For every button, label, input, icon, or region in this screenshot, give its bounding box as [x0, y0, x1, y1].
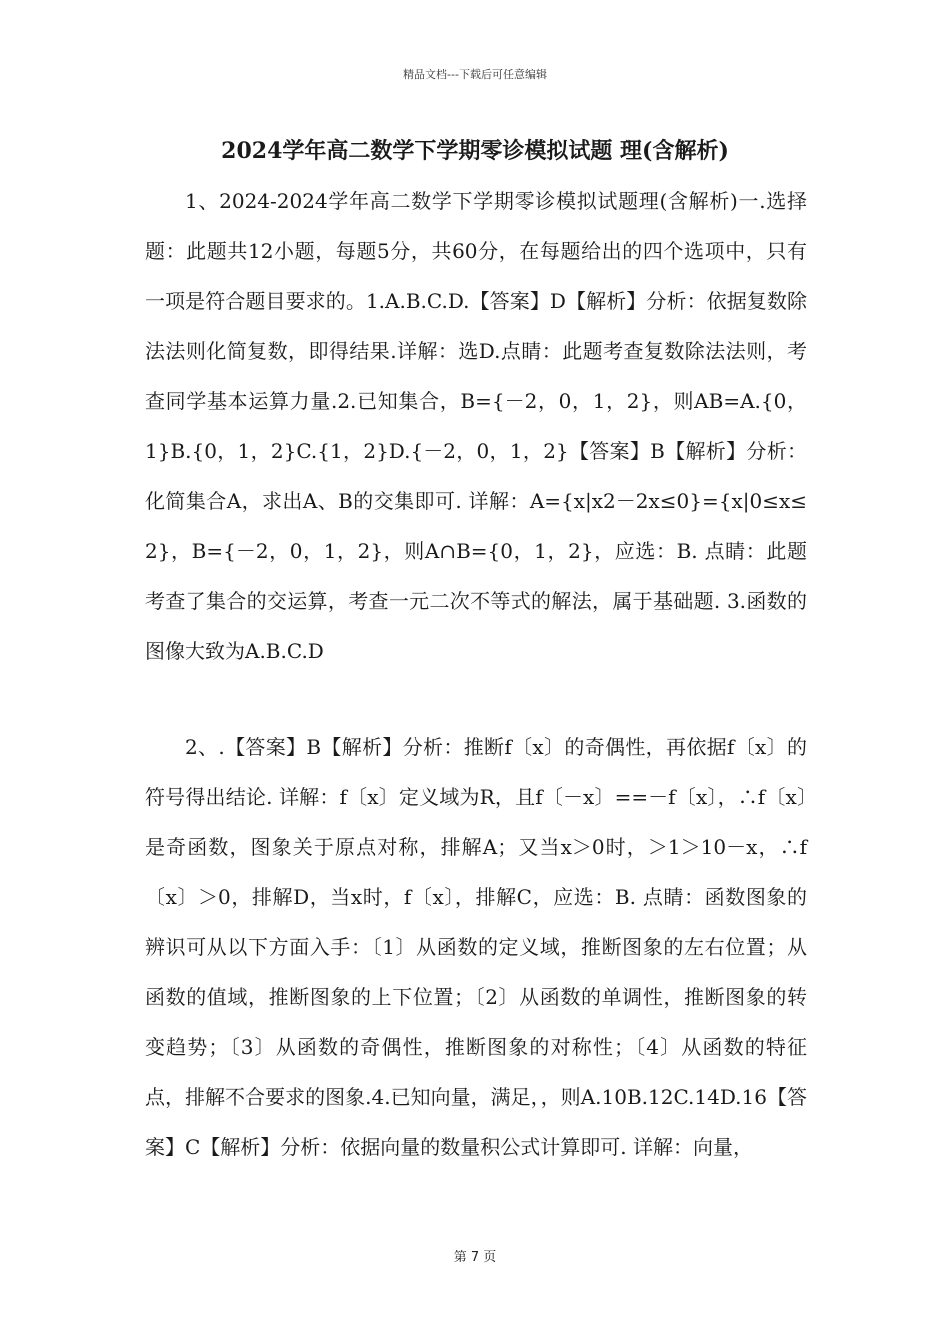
page-header: 精品文档---下载后可任意编辑 — [403, 68, 547, 81]
paragraph-1: 1、2024-2024学年高二数学下学期零诊模拟试题理(含解析)一.选择题：此题共12小题，每题5分，共60分，在每题给出的四个选项中，只有一项是符合题目要求的。1.A.B.C.D.【答案】D【解析】分析：依据复数除法法则化简复数，即得结果.详解：选D.点睛：此题考查复数除法法则，考查同学基本运算力量.2.已知集合，B={－2，0，1，2}，则AB=A.{0，1}B.{0，1，2}C.{1，2}D.{－2，0，1，2}【答案】B【解析】分析：化简集合A，求出A、B的交集即可. 详解：A={x|x2－2x≤0}={x|0≤x≤2}，B={－2，0，1，2}，则A∩B={0，1，2}，应选：B. 点睛：此题考查了集合的交运算，考查一元二次不等式的解法，属于基础题. 3.函数的图像大致为A.B.C.D — [145, 189, 807, 663]
paragraph-block — [145, 722, 807, 1172]
paragraph-block — [145, 176, 807, 676]
page-number: 第 7 页 — [453, 1250, 497, 1265]
document-title: 2024学年高二数学下学期零诊模拟试题 理(含解析) — [221, 138, 729, 164]
paragraph-2: 2、.【答案】B【解析】分析：推断f〔x〕的奇偶性，再依据f〔x〕的符号得出结论. 详解：f〔x〕定义域为R，且f〔－x〕==－f〔x〕，∴f〔x〕是奇函数，图象关于原点对称，排解A；又当x＞0时，＞1＞10－x，∴f〔x〕＞0，排解D，当x时，f〔x〕，排解C，应选：B. 点睛：函数图象的辨识可从以下方面入手：〔1〕从函数的定义域，推断图象的左右位置；从函数的值域，推断图象的上下位置；〔2〕从函数的单调性，推断图象的转变趋势；〔3〕从函数的奇偶性，推断图象的对称性；〔4〕从函数的特征点，排解不合要求的图象.4.已知向量，满足，，则A.10B.12C.14D.16【答案】C【解析】分析：依据向量的数量积公式计算即可. 详解：向量， — [145, 735, 807, 1159]
